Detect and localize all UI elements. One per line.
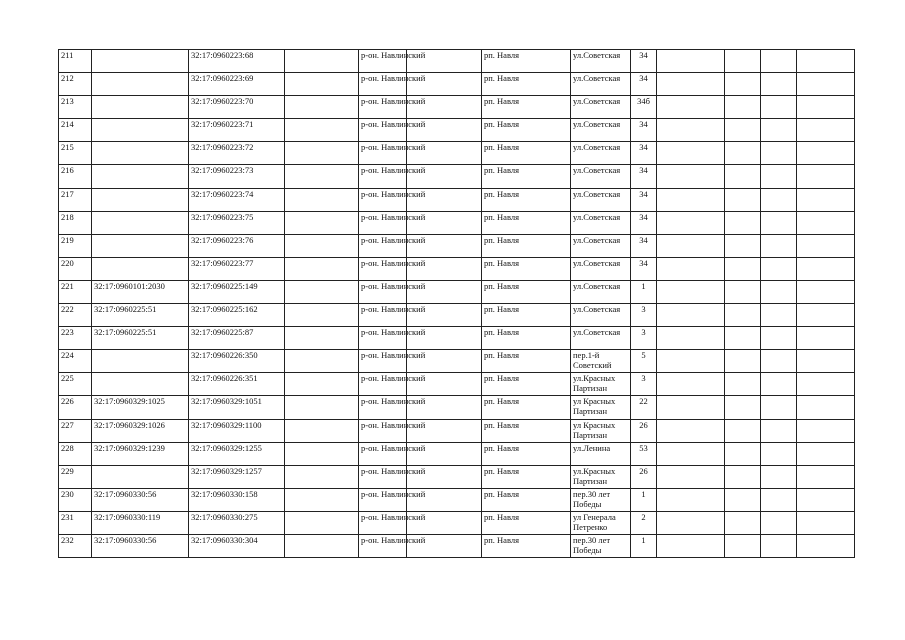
empty-cell (725, 280, 761, 303)
empty-cell (797, 534, 855, 557)
table-row (59, 350, 855, 373)
street-cell: ул.Советская (571, 280, 631, 303)
table-row (59, 188, 855, 211)
district-cell: р-он. Навлинский (359, 350, 407, 373)
empty-cell (725, 165, 761, 188)
house-number-cell: 53 (631, 442, 657, 465)
empty-cell (797, 119, 855, 142)
settlement-cell: рп. Навля (482, 96, 571, 119)
table-row (59, 73, 855, 96)
empty-cell (725, 419, 761, 442)
street-cell: ул.Советская (571, 211, 631, 234)
house-number-cell: 5 (631, 350, 657, 373)
row-number-cell: 213 (59, 96, 92, 119)
district-cell: р-он. Навлинский (359, 511, 407, 534)
empty-cell (725, 488, 761, 511)
empty-cell (285, 419, 359, 442)
previous-cadastral-number-cell: 32:17:0960329:1026 (92, 419, 189, 442)
row-number-cell: 220 (59, 257, 92, 280)
empty-cell (725, 257, 761, 280)
empty-cell (285, 50, 359, 73)
empty-cell (761, 165, 797, 188)
empty-cell (725, 188, 761, 211)
house-number-cell: 34 (631, 119, 657, 142)
house-number-cell: 34 (631, 234, 657, 257)
empty-cell (725, 327, 761, 350)
house-number-cell: 26 (631, 419, 657, 442)
empty-cell (285, 142, 359, 165)
street-cell: ул.Красных Партизан (571, 465, 631, 488)
empty-cell (725, 96, 761, 119)
house-number-cell: 34 (631, 188, 657, 211)
empty-cell (285, 534, 359, 557)
empty-cell (797, 396, 855, 419)
empty-cell (761, 442, 797, 465)
house-number-cell: 26 (631, 465, 657, 488)
empty-cell (657, 50, 725, 73)
empty-cell (657, 442, 725, 465)
empty-cell (797, 419, 855, 442)
empty-cell (761, 373, 797, 396)
settlement-cell: рп. Навля (482, 327, 571, 350)
district-cell: р-он. Навлинский (359, 165, 407, 188)
cadastral-number-cell: 32:17:0960225:162 (189, 304, 285, 327)
table-row (59, 280, 855, 303)
empty-cell (797, 280, 855, 303)
empty-cell (761, 257, 797, 280)
empty-cell (285, 234, 359, 257)
empty-cell (657, 234, 725, 257)
previous-cadastral-number-cell (92, 142, 189, 165)
previous-cadastral-number-cell (92, 50, 189, 73)
district-cell: р-он. Навлинский (359, 465, 407, 488)
cadastral-number-cell: 32:17:0960223:76 (189, 234, 285, 257)
empty-cell (657, 188, 725, 211)
empty-cell (657, 96, 725, 119)
house-number-cell: 34 (631, 73, 657, 96)
table-row (59, 488, 855, 511)
district-cell: р-он. Навлинский (359, 419, 407, 442)
empty-cell (285, 511, 359, 534)
empty-cell (285, 119, 359, 142)
district-cell: р-он. Навлинский (359, 142, 407, 165)
empty-cell (285, 257, 359, 280)
table-row (59, 419, 855, 442)
empty-cell (761, 465, 797, 488)
empty-cell (797, 142, 855, 165)
row-number-cell: 230 (59, 488, 92, 511)
table-row (59, 50, 855, 73)
street-cell: ул.Советская (571, 73, 631, 96)
street-cell: ул.Советская (571, 50, 631, 73)
row-number-cell: 216 (59, 165, 92, 188)
street-cell: ул Красных Партизан (571, 396, 631, 419)
previous-cadastral-number-cell: 32:17:0960330:119 (92, 511, 189, 534)
district-cell: р-он. Навлинский (359, 327, 407, 350)
street-cell: пер.1-й Советский (571, 350, 631, 373)
cadastral-number-cell: 32:17:0960226:351 (189, 373, 285, 396)
row-number-cell: 225 (59, 373, 92, 396)
table-row (59, 511, 855, 534)
empty-cell (761, 396, 797, 419)
empty-cell (657, 142, 725, 165)
street-cell: ул.Советская (571, 234, 631, 257)
house-number-cell: 34 (631, 165, 657, 188)
house-number-cell: 3 (631, 373, 657, 396)
cadastral-number-cell: 32:17:0960223:72 (189, 142, 285, 165)
empty-cell (657, 488, 725, 511)
empty-cell (725, 350, 761, 373)
empty-cell (761, 119, 797, 142)
empty-cell (761, 280, 797, 303)
house-number-cell: 34 (631, 211, 657, 234)
previous-cadastral-number-cell (92, 165, 189, 188)
street-cell: ул.Советская (571, 119, 631, 142)
table-row (59, 211, 855, 234)
empty-cell (761, 511, 797, 534)
street-cell: ул.Советская (571, 327, 631, 350)
empty-cell (285, 280, 359, 303)
empty-cell (285, 73, 359, 96)
empty-cell (657, 165, 725, 188)
street-cell: пер.30 лет Победы (571, 534, 631, 557)
row-number-cell: 232 (59, 534, 92, 557)
empty-cell (285, 350, 359, 373)
empty-cell (657, 465, 725, 488)
empty-cell (285, 188, 359, 211)
district-cell: р-он. Навлинский (359, 211, 407, 234)
empty-cell (657, 396, 725, 419)
district-cell: р-он. Навлинский (359, 73, 407, 96)
district-cell: р-он. Навлинский (359, 280, 407, 303)
street-cell: пер.30 лет Победы (571, 488, 631, 511)
cadastral-number-cell: 32:17:0960329:1100 (189, 419, 285, 442)
previous-cadastral-number-cell (92, 465, 189, 488)
district-cell: р-он. Навлинский (359, 396, 407, 419)
settlement-cell: рп. Навля (482, 511, 571, 534)
empty-cell (761, 188, 797, 211)
empty-cell (285, 465, 359, 488)
settlement-cell: рп. Навля (482, 142, 571, 165)
empty-cell (797, 442, 855, 465)
cadastral-number-cell: 32:17:0960223:77 (189, 257, 285, 280)
house-number-cell: 1 (631, 280, 657, 303)
previous-cadastral-number-cell: 32:17:0960225:51 (92, 304, 189, 327)
empty-cell (657, 373, 725, 396)
empty-cell (761, 534, 797, 557)
district-cell: р-он. Навлинский (359, 534, 407, 557)
empty-cell (725, 396, 761, 419)
empty-cell (761, 327, 797, 350)
empty-cell (797, 188, 855, 211)
empty-cell (657, 211, 725, 234)
previous-cadastral-number-cell: 32:17:0960329:1025 (92, 396, 189, 419)
house-number-cell: 34 (631, 142, 657, 165)
cadastral-number-cell: 32:17:0960223:73 (189, 165, 285, 188)
previous-cadastral-number-cell (92, 257, 189, 280)
table-row (59, 96, 855, 119)
district-cell: р-он. Навлинский (359, 234, 407, 257)
row-number-cell: 211 (59, 50, 92, 73)
table-row (59, 142, 855, 165)
empty-cell (285, 327, 359, 350)
empty-cell (797, 257, 855, 280)
table-row (59, 257, 855, 280)
empty-cell (797, 465, 855, 488)
row-number-cell: 231 (59, 511, 92, 534)
row-number-cell: 221 (59, 280, 92, 303)
previous-cadastral-number-cell (92, 234, 189, 257)
cadastral-number-cell: 32:17:0960329:1255 (189, 442, 285, 465)
table-row (59, 304, 855, 327)
settlement-cell: рп. Навля (482, 396, 571, 419)
empty-cell (761, 142, 797, 165)
cadastral-number-cell: 32:17:0960223:75 (189, 211, 285, 234)
cadastral-number-cell: 32:17:0960330:158 (189, 488, 285, 511)
table-row (59, 534, 855, 557)
empty-cell (797, 327, 855, 350)
previous-cadastral-number-cell: 32:17:0960101:2030 (92, 280, 189, 303)
empty-cell (657, 304, 725, 327)
empty-cell (657, 511, 725, 534)
row-number-cell: 214 (59, 119, 92, 142)
house-number-cell: 3 (631, 304, 657, 327)
empty-cell (797, 50, 855, 73)
cadastral-number-cell: 32:17:0960330:304 (189, 534, 285, 557)
row-number-cell: 215 (59, 142, 92, 165)
previous-cadastral-number-cell: 32:17:0960329:1239 (92, 442, 189, 465)
empty-cell (657, 350, 725, 373)
previous-cadastral-number-cell: 32:17:0960225:51 (92, 327, 189, 350)
row-number-cell: 226 (59, 396, 92, 419)
empty-cell (657, 73, 725, 96)
empty-cell (725, 73, 761, 96)
empty-cell (761, 50, 797, 73)
row-number-cell: 217 (59, 188, 92, 211)
settlement-cell: рп. Навля (482, 211, 571, 234)
district-cell: р-он. Навлинский (359, 257, 407, 280)
empty-cell (761, 73, 797, 96)
previous-cadastral-number-cell (92, 211, 189, 234)
house-number-cell: 34 (631, 257, 657, 280)
settlement-cell: рп. Навля (482, 304, 571, 327)
empty-cell (725, 511, 761, 534)
table-row (59, 234, 855, 257)
street-cell: ул.Советская (571, 188, 631, 211)
settlement-cell: рп. Навля (482, 165, 571, 188)
previous-cadastral-number-cell (92, 73, 189, 96)
empty-cell (761, 96, 797, 119)
empty-cell (285, 304, 359, 327)
street-cell: ул.Советская (571, 257, 631, 280)
district-cell: р-он. Навлинский (359, 96, 407, 119)
row-number-cell: 224 (59, 350, 92, 373)
empty-cell (797, 511, 855, 534)
empty-cell (725, 142, 761, 165)
empty-cell (657, 257, 725, 280)
district-cell: р-он. Навлинский (359, 188, 407, 211)
empty-cell (657, 280, 725, 303)
street-cell: ул.Красных Партизан (571, 373, 631, 396)
district-cell: р-он. Навлинский (359, 442, 407, 465)
empty-cell (657, 119, 725, 142)
empty-cell (797, 350, 855, 373)
empty-cell (797, 373, 855, 396)
empty-cell (725, 119, 761, 142)
empty-cell (761, 488, 797, 511)
row-number-cell: 229 (59, 465, 92, 488)
empty-cell (761, 211, 797, 234)
table-row (59, 465, 855, 488)
settlement-cell: рп. Навля (482, 465, 571, 488)
settlement-cell: рп. Навля (482, 119, 571, 142)
cadastral-number-cell: 32:17:0960223:71 (189, 119, 285, 142)
settlement-cell: рп. Навля (482, 350, 571, 373)
empty-cell (725, 304, 761, 327)
empty-cell (761, 304, 797, 327)
cadastral-number-cell: 32:17:0960225:149 (189, 280, 285, 303)
empty-cell (797, 234, 855, 257)
street-cell: ул.Советская (571, 142, 631, 165)
previous-cadastral-number-cell (92, 373, 189, 396)
table-row (59, 396, 855, 419)
house-number-cell: 34 (631, 50, 657, 73)
cadastral-number-cell: 32:17:0960223:69 (189, 73, 285, 96)
empty-cell (797, 73, 855, 96)
empty-cell (285, 442, 359, 465)
empty-cell (761, 234, 797, 257)
settlement-cell: рп. Навля (482, 50, 571, 73)
settlement-cell: рп. Навля (482, 73, 571, 96)
previous-cadastral-number-cell (92, 96, 189, 119)
cadastral-number-cell: 32:17:0960330:275 (189, 511, 285, 534)
previous-cadastral-number-cell (92, 119, 189, 142)
empty-cell (797, 165, 855, 188)
empty-cell (725, 234, 761, 257)
settlement-cell: рп. Навля (482, 488, 571, 511)
empty-cell (285, 96, 359, 119)
settlement-cell: рп. Навля (482, 534, 571, 557)
empty-cell (797, 96, 855, 119)
row-number-cell: 228 (59, 442, 92, 465)
cadastral-number-cell: 32:17:0960223:70 (189, 96, 285, 119)
previous-cadastral-number-cell: 32:17:0960330:56 (92, 488, 189, 511)
cadastral-number-cell: 32:17:0960329:1051 (189, 396, 285, 419)
house-number-cell: 22 (631, 396, 657, 419)
district-cell: р-он. Навлинский (359, 119, 407, 142)
empty-cell (657, 419, 725, 442)
street-cell: ул.Советская (571, 304, 631, 327)
empty-cell (797, 488, 855, 511)
empty-cell (761, 419, 797, 442)
cadastral-number-cell: 32:17:0960225:87 (189, 327, 285, 350)
empty-cell (725, 442, 761, 465)
cadastral-number-cell: 32:17:0960329:1257 (189, 465, 285, 488)
street-cell: ул.Советская (571, 165, 631, 188)
settlement-cell: рп. Навля (482, 280, 571, 303)
row-number-cell: 222 (59, 304, 92, 327)
empty-cell (797, 304, 855, 327)
row-number-cell: 218 (59, 211, 92, 234)
table-row (59, 119, 855, 142)
property-registry-table (58, 49, 855, 558)
district-cell: р-он. Навлинский (359, 304, 407, 327)
district-cell: р-он. Навлинский (359, 50, 407, 73)
table-row (59, 165, 855, 188)
table-row (59, 327, 855, 350)
row-number-cell: 227 (59, 419, 92, 442)
settlement-cell: рп. Навля (482, 234, 571, 257)
house-number-cell: 1 (631, 488, 657, 511)
empty-cell (725, 211, 761, 234)
cadastral-number-cell: 32:17:0960223:68 (189, 50, 285, 73)
empty-cell (797, 211, 855, 234)
empty-cell (285, 373, 359, 396)
house-number-cell: 2 (631, 511, 657, 534)
empty-cell (657, 534, 725, 557)
district-cell: р-он. Навлинский (359, 373, 407, 396)
empty-cell (725, 465, 761, 488)
empty-cell (725, 534, 761, 557)
empty-cell (285, 211, 359, 234)
empty-cell (657, 327, 725, 350)
table-row (59, 442, 855, 465)
empty-cell (285, 165, 359, 188)
row-number-cell: 219 (59, 234, 92, 257)
previous-cadastral-number-cell: 32:17:0960330:56 (92, 534, 189, 557)
table-row (59, 373, 855, 396)
row-number-cell: 212 (59, 73, 92, 96)
settlement-cell: рп. Навля (482, 373, 571, 396)
street-cell: ул.Советская (571, 96, 631, 119)
empty-cell (725, 373, 761, 396)
empty-cell (761, 350, 797, 373)
street-cell: ул.Ленина (571, 442, 631, 465)
previous-cadastral-number-cell (92, 188, 189, 211)
house-number-cell: 34б (631, 96, 657, 119)
street-cell: ул Красных Партизан (571, 419, 631, 442)
settlement-cell: рп. Навля (482, 442, 571, 465)
street-cell: ул Генерала Петренко (571, 511, 631, 534)
settlement-cell: рп. Навля (482, 257, 571, 280)
settlement-cell: рп. Навля (482, 188, 571, 211)
cadastral-number-cell: 32:17:0960223:74 (189, 188, 285, 211)
house-number-cell: 3 (631, 327, 657, 350)
house-number-cell: 1 (631, 534, 657, 557)
settlement-cell: рп. Навля (482, 419, 571, 442)
empty-cell (285, 488, 359, 511)
district-cell: р-он. Навлинский (359, 488, 407, 511)
previous-cadastral-number-cell (92, 350, 189, 373)
empty-cell (285, 396, 359, 419)
row-number-cell: 223 (59, 327, 92, 350)
cadastral-number-cell: 32:17:0960226:350 (189, 350, 285, 373)
empty-cell (725, 50, 761, 73)
